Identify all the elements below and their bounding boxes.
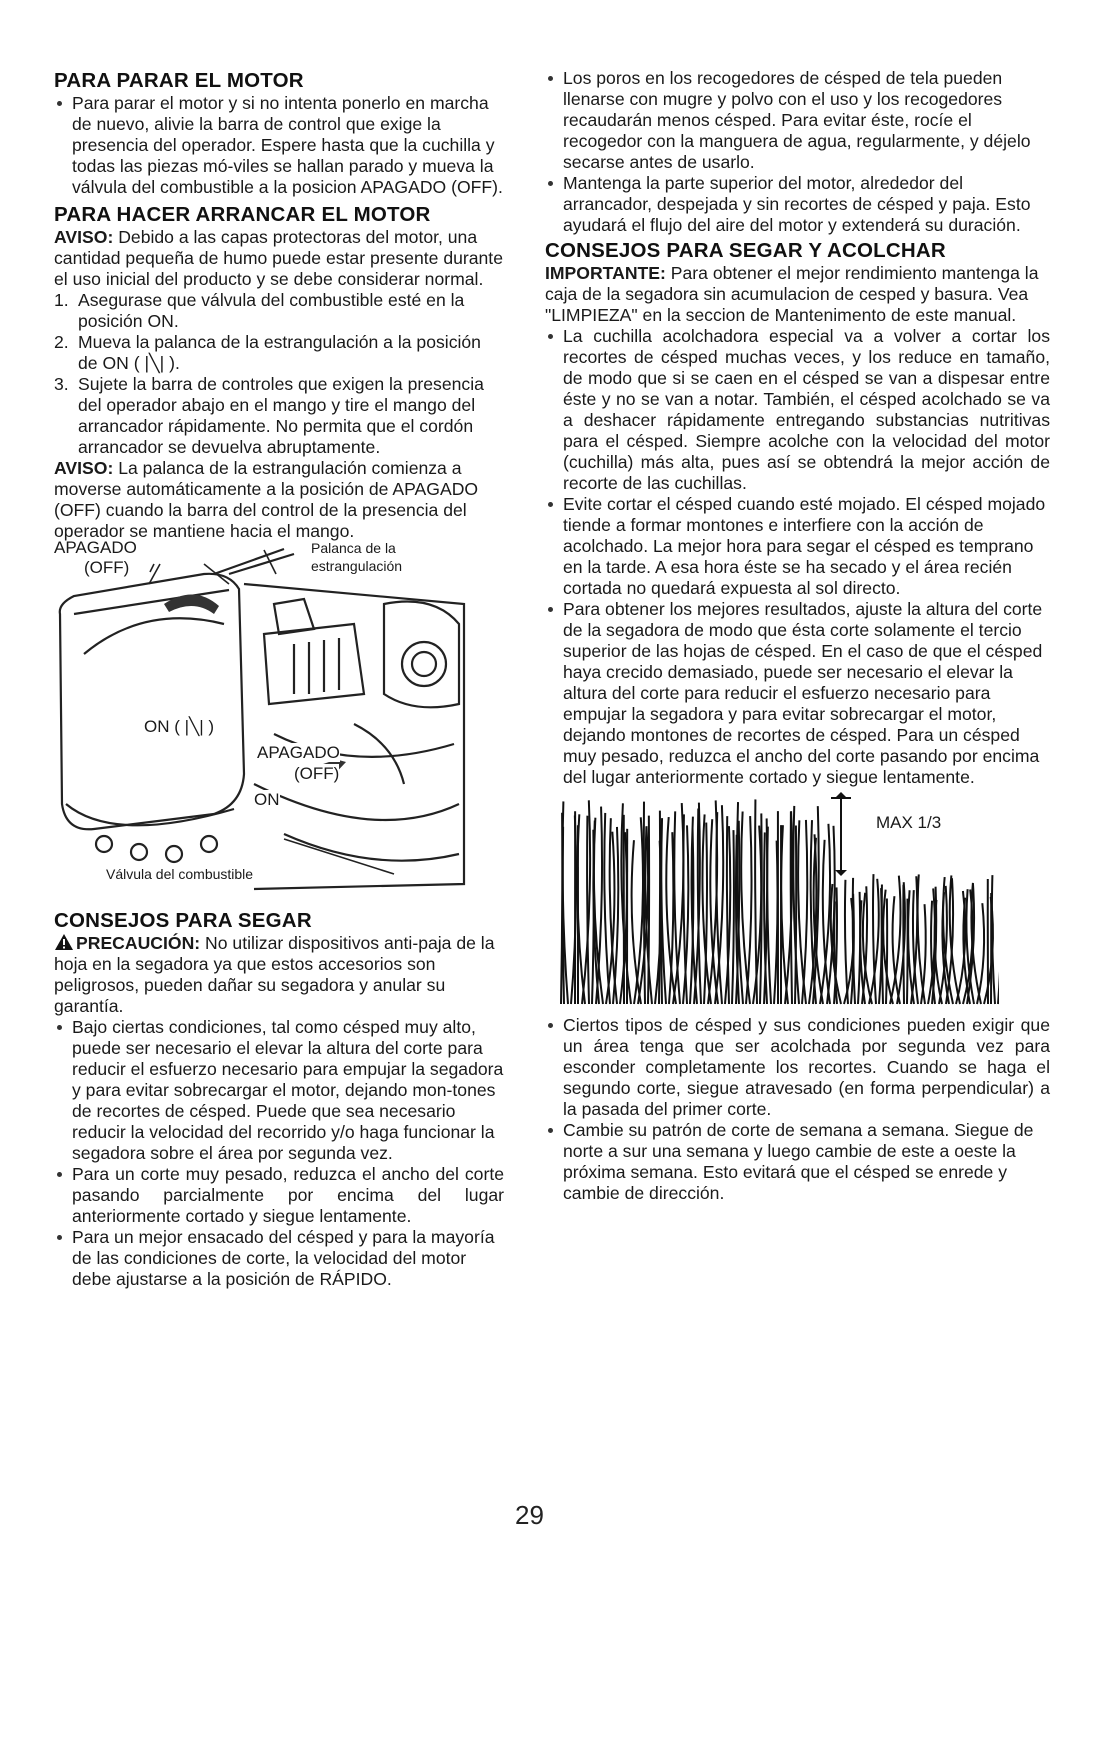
step-number: 3. (54, 374, 69, 394)
aviso-text: La palanca de la estrangulación comienza a moverse automáticamente a la posición de APAGADO (OFF) cuando la barra del control de la presencia del operador se mantiene hacia el mango. (54, 458, 479, 541)
step-number: 1. (54, 290, 69, 310)
importante-note (545, 263, 1050, 326)
step-2 (54, 332, 504, 374)
aviso-label: AVISO: (54, 458, 114, 478)
fuel-valve-label: Válvula del combustible (106, 866, 254, 882)
apagado-label: APAGADO (54, 538, 137, 557)
page-number: 29 (515, 1500, 544, 1530)
precaution-text: No utilizar dispositivos anti-paja de la hoja en la segadora ya que estos accesorios son peligrosos, pueden dañar su segadora y anular su garantía. (54, 933, 495, 1016)
step-text: Asegurase que válvula del combustible esté en la posición ON. (78, 290, 465, 331)
step-3 (54, 374, 504, 458)
choke-lever-label-2: estrangulación (311, 558, 403, 574)
precaution-note (54, 933, 504, 1017)
step-text: Mueva la palanca de la estrangulación a la posición de ON ( |╲| ). (78, 332, 481, 373)
precaution-label: PRECAUCIÓN: (76, 933, 201, 953)
step-1 (54, 290, 504, 332)
mulching-tips-heading: CONSEJOS PARA SEGAR Y ACOLCHAR (545, 239, 946, 262)
mowing-tips-heading: CONSEJOS PARA SEGAR (54, 909, 312, 932)
mulch-tip-5: Cambie su patrón de corte de semana a semana. Siegue de norte a sur una semana y luego cambie de este a oeste la próxima semana. Esto evitará que el césped se enrede y cambie de dirección. (545, 1120, 1050, 1204)
importante-label: IMPORTANTE: (545, 263, 666, 283)
left-column (54, 68, 504, 1290)
aviso-label: AVISO: (54, 227, 114, 247)
mulch-tip-2: Evite cortar el césped cuando esté mojado. El césped mojado tiende a formar montones e interfiere con la acción de acolchado. La mejor hora para segar el césped es temprano en la tarde. A esa hora éste se ha secado y el área recién cortada no quedará expuesta al sol directo. (545, 494, 1050, 599)
mowing-tip-3: Para un mejor ensacado del césped y para la mayoría de las condiciones de corte, la velocidad del motor debe ajustarse a la posición de RÁPIDO. (54, 1227, 504, 1290)
mulch-tip-1: La cuchilla acolchadora especial va a volver a cortar los recortes de césped muchas veces, y los reduce en tamaño, de modo que si se caen en el césped se van a dispesar entre éste y no se van a notar. También, el césped acolchado se va a deshacer rápidamente entregando substancias nutritivas para el césped. Siempre acolche con la velocidad del motor (cuchilla) más alta, pues así se obtendrá la mejor acción de recorte de las cuchillas. (545, 326, 1050, 494)
choke-lever-label: Palanca de la (311, 540, 396, 556)
grass-bag-tip: Los poros en los recogedores de césped de tela pueden llenarse con mugre y polvo con el uso y los recogedores recaudarán menos césped. Para evitar éste, rocíe el recogedor con la manguera de agua, regularmente, y déjelo secarse antes de usarlo. (545, 68, 1050, 173)
start-engine-heading: PARA HACER ARRANCAR EL MOTOR (54, 203, 431, 226)
step-number: 2. (54, 332, 69, 352)
stop-engine-heading: PARA PARAR EL MOTOR (54, 69, 304, 92)
engine-drawing (54, 544, 474, 904)
grass-height-illustration (559, 792, 999, 1007)
on-mid-label: ON (254, 790, 280, 809)
choke-illustration (54, 538, 474, 904)
stop-engine-bullet: Para parar el motor y si no intenta ponerlo en marcha de nuevo, alivie la barra de control que exige la presencia del operador. Espere hasta que la cuchilla y todas las piezas mó-viles se hallan parado y mueva la válvula del combustible a la posicion APAGADO (OFF). (54, 93, 504, 198)
off-mid-label: (OFF) (294, 764, 340, 783)
mowing-tip-2: Para un corte muy pesado, reduzca el ancho del corte pasando parcialmente por encima del lugar anteriormente cortado y siegue lentamente. (54, 1164, 504, 1227)
engine-clean-tip: Mantenga la parte superior del motor, alrededor del arrancador, despejada y sin recortes de césped y paja. Esto ayudará el flujo del aire del motor y extenderá su duración. (545, 173, 1050, 236)
max-cut-label: MAX 1/3 (876, 813, 942, 832)
grass-blade (795, 826, 796, 1004)
grass-blade (659, 811, 660, 1004)
grass-blade (886, 899, 887, 1004)
step-text: Sujete la barra de controles que exigen la presencia del operador abajo en el mango y tire el mango del arrancador rápidamente. No permita que el cordón arrancador se devuelva abruptamente. (78, 374, 484, 457)
aviso-note-1 (54, 227, 504, 290)
mulch-tip-3: Para obtener los mejores resultados, ajuste la altura del corte de la segadora de modo que ésta corte solamente el tercio superior de las hojas de césped. En el caso de que el césped haya crecido demasiado, puede ser necesario el elevar la altura del corte para reducir el esfuerzo necesario para empujar la segadora y para evitar sobrecargar el motor, dejando montones de recortes de césped. Para un césped muy pesado, reduzca el ancho del corte pasando por encima del lugar anteriormente cortado y siegue lentamente. (545, 599, 1050, 788)
aviso-text: Debido a las capas protectoras del motor, una cantidad pequeña de humo puede estar presente durante el uso inicial del producto y se debe considerar normal. (54, 227, 503, 289)
mowing-tip-1: Bajo ciertas condiciones, tal como césped muy alto, puede ser necesario el elevar la altura del corte para reducir el esfuerzo necesario para empujar la segadora y para evitar sobrecargar el motor, dejando mon-tones de recortes de césped. Puede que sea necesario reducir la velocidad del recorrido y/o haga funcionar la segadora sobre el área por segunda vez. (54, 1017, 504, 1164)
grass-blade (903, 885, 904, 1004)
apagado-mid-label: APAGADO (257, 743, 340, 762)
aviso-note-2 (54, 458, 504, 542)
right-column (545, 68, 1050, 1204)
on-position-label: ON ( |╲| ) (144, 717, 215, 736)
warning-icon (54, 933, 74, 951)
importante-text: Para obtener el mejor rendimiento mantenga la caja de la segadora sin acumulacion de cesped y basura. Vea "LIMPIEZA" en la seccion de Mantenimento de este manual. (545, 263, 1039, 325)
mulch-tip-4: Ciertos tipos de césped y sus condiciones pueden exigir que un área tenga que ser acolchada por segunda vez para esconder completamente los recortes. Cuando se haga el segundo corte, siegue atravesado (en forma perpendicular) a la pasada del primer corte. (545, 1015, 1050, 1120)
off-label: (OFF) (84, 558, 130, 577)
